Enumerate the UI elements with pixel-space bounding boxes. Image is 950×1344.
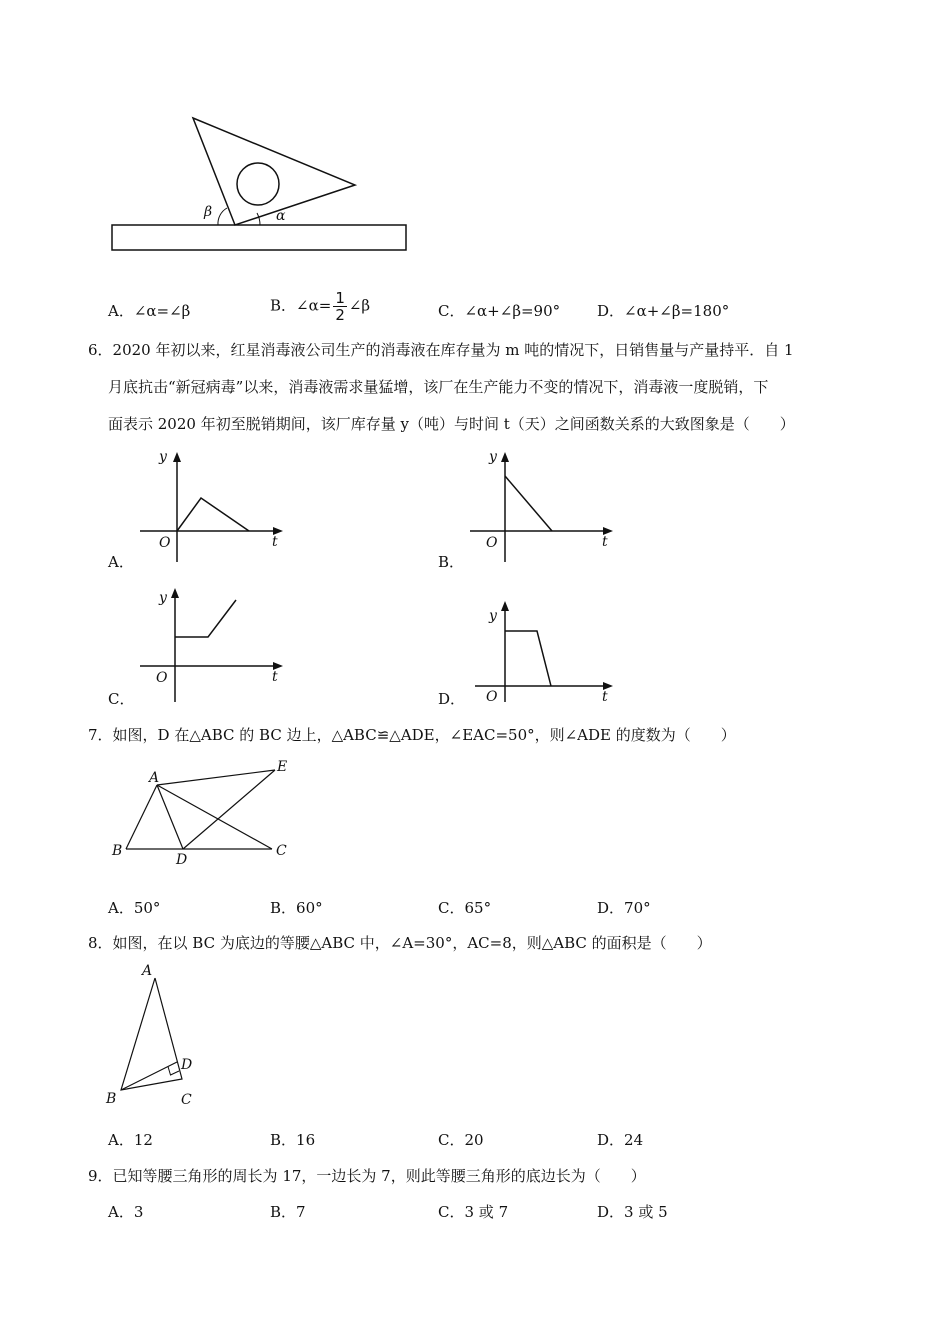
graph-line: [177, 498, 249, 531]
q9-option-d[interactable]: D．3 或 5: [597, 1203, 668, 1221]
point-e-label: E: [277, 759, 288, 775]
q8-stem: 8．如图，在以 BC 为底边的等腰△ABC 中，∠A=30°，AC=8，则△ABC 的面积是（ ）: [88, 934, 712, 952]
q9-option-c[interactable]: C．3 或 7: [438, 1203, 509, 1221]
q6-stem-line2: 月底抗击“新冠病毒”以来，消毒液需求量猛增，该厂在生产能力不变的情况下，消毒液一度脱销，下: [108, 378, 769, 396]
q8-option-a[interactable]: A．12: [108, 1131, 153, 1149]
ruler-hole: [237, 163, 279, 205]
graph-line: [505, 631, 551, 686]
axis-t-label: t: [272, 669, 278, 685]
q8-figure: [100, 960, 220, 1110]
q9-option-b[interactable]: B．7: [270, 1203, 306, 1221]
beta-label: β: [204, 204, 213, 220]
point-c-label: C: [276, 843, 287, 859]
q7-option-d[interactable]: D．70°: [597, 899, 651, 917]
axis-t-label: t: [602, 689, 608, 705]
axis-t-label: t: [602, 534, 608, 550]
q7-option-c[interactable]: C．65°: [438, 899, 492, 917]
origin-label: O: [486, 535, 498, 551]
point-d-label: D: [176, 852, 188, 868]
q6-graph-b: [465, 450, 615, 565]
q7-figure: [105, 758, 305, 868]
q6-graph-a: [135, 450, 285, 565]
q6-stem-line1: 6．2020 年初以来，红星消毒液公司生产的消毒液在库存量为 m 吨的情况下，日销售量与产量持平．自 1: [88, 341, 794, 359]
point-b-label: B: [106, 1091, 117, 1107]
q5-option-a[interactable]: A．∠α=∠β: [108, 302, 191, 320]
q6-graph-d: [465, 600, 615, 705]
origin-label: O: [159, 535, 171, 551]
q5-option-c[interactable]: C．∠α+∠β=90°: [438, 302, 561, 320]
q6-stem-line3: 面表示 2020 年初至脱销期间，该厂库存量 y（吨）与时间 t（天）之间函数关系的大致图象是（ ）: [108, 415, 795, 433]
axis-y-label: y: [159, 449, 167, 465]
q9-stem: 9．已知等腰三角形的周长为 17，一边长为 7，则此等腰三角形的底边长为（ ）: [88, 1167, 646, 1185]
q6-option-d[interactable]: D．: [438, 690, 466, 708]
beta-arc: [218, 208, 227, 225]
q6-option-a[interactable]: A．: [108, 553, 134, 571]
point-d-label: D: [181, 1057, 193, 1073]
graph-line: [505, 476, 552, 531]
q7-option-b[interactable]: B．60°: [270, 899, 323, 917]
point-c-label: C: [181, 1092, 192, 1108]
q7-option-a[interactable]: A．50°: [108, 899, 161, 917]
q6-option-c[interactable]: C．: [108, 690, 135, 708]
alpha-label: α: [276, 208, 286, 224]
q5-figure: [100, 110, 420, 260]
q6-graph-c: [135, 585, 285, 705]
graph-line: [175, 600, 236, 637]
q8-option-b[interactable]: B．16: [270, 1131, 316, 1149]
axis-y-label: y: [489, 449, 497, 465]
bar: [112, 225, 406, 250]
q5-option-b[interactable]: B．∠α= $\frac{1}{2}$ ∠β: [270, 289, 371, 324]
q7-stem: 7．如图，D 在△ABC 的 BC 边上，△ABC≌△ADE，∠EAC=50°，则∠ADE 的度数为（ ）: [88, 726, 736, 744]
q9-option-a[interactable]: A．3: [108, 1203, 144, 1221]
axis-y-label: y: [159, 590, 167, 606]
point-b-label: B: [112, 843, 123, 859]
q5-option-d[interactable]: D．∠α+∠β=180°: [597, 302, 730, 320]
origin-label: O: [156, 670, 168, 686]
q8-option-d[interactable]: D．24: [597, 1131, 644, 1149]
fraction: $\frac{1}{2}$: [335, 289, 345, 324]
origin-label: O: [486, 689, 498, 705]
axis-y-label: y: [489, 608, 497, 624]
axis-t-label: t: [272, 534, 278, 550]
q8-option-c[interactable]: C．20: [438, 1131, 484, 1149]
point-a-label: A: [142, 963, 153, 979]
q6-option-b[interactable]: B．: [438, 553, 465, 571]
right-angle-mark: [168, 1067, 179, 1076]
point-a-label: A: [149, 770, 160, 786]
alpha-arc: [257, 213, 260, 225]
